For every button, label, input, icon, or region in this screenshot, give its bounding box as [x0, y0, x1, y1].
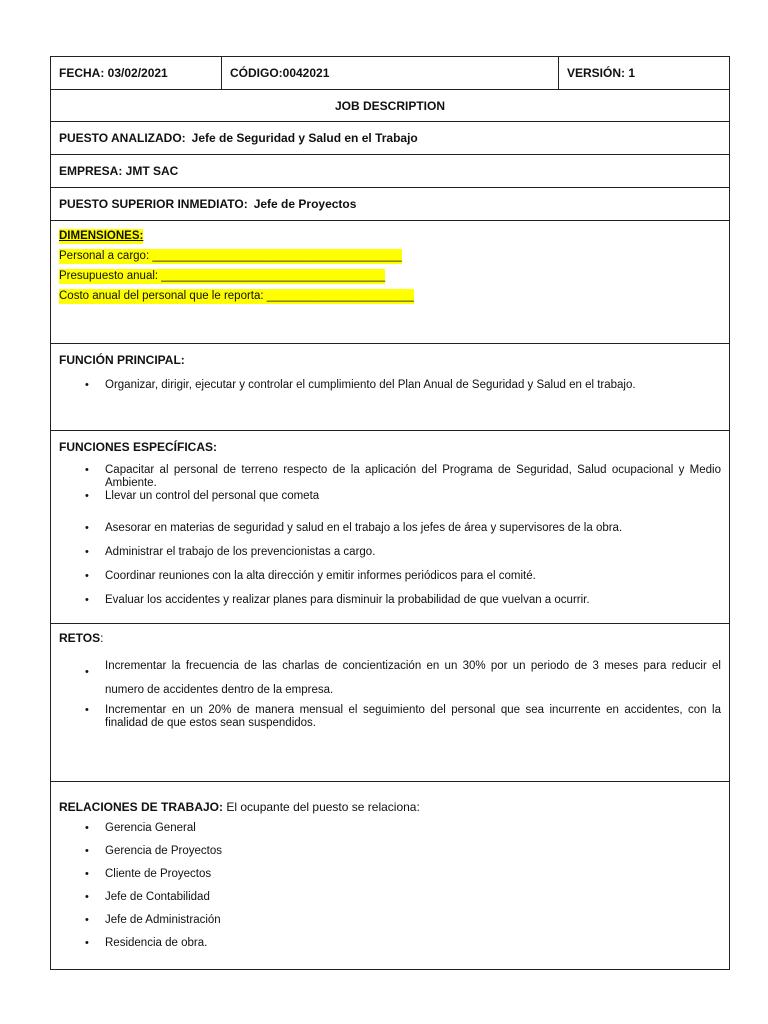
retos-title — [59, 631, 721, 645]
dimensiones-title: DIMENSIONES: — [59, 230, 144, 242]
list-item: • Incrementar en un 20% de manera mensual el seguimiento del personal que sea incurrente en accidentes, con la finalidad de que estos sean suspendidos. — [59, 704, 721, 730]
list-item: • Gerencia de Proyectos — [59, 845, 721, 858]
list-item: • Jefe de Contabilidad — [59, 891, 721, 904]
presupuesto-anual-field: Presupuesto anual: ___________________________________ — [59, 270, 386, 282]
list-item: • Organizar, dirigir, ejecutar y controlar el cumplimiento del Plan Anual de Seguridad y Salud en el trabajo. — [59, 379, 721, 392]
codigo-cell: CÓDIGO:0042021 — [221, 57, 558, 89]
list-item: • Gerencia General — [59, 822, 721, 835]
list-item: • Jefe de Administración — [59, 914, 721, 927]
list-item: • Evaluar los accidentes y realizar planes para disminuir la probabilidad de que vuelvan a ocurrir. — [59, 594, 721, 607]
puesto-analizado-row — [51, 122, 729, 155]
version-cell: VERSIÓN: 1 — [558, 57, 729, 89]
relaciones-title — [59, 800, 721, 814]
puesto-value: Jefe de Seguridad y Salud en el Trabajo — [191, 131, 418, 145]
dimensiones-section — [51, 221, 729, 344]
superior-value: Jefe de Proyectos — [253, 197, 357, 211]
puesto-label: PUESTO ANALIZADO: — [59, 131, 186, 145]
document-title: JOB DESCRIPTION — [51, 90, 729, 122]
relaciones-text: El ocupante del puesto se relaciona: — [223, 800, 420, 814]
relaciones-list — [59, 822, 721, 950]
funcion-principal-title: FUNCIÓN PRINCIPAL: — [59, 353, 185, 367]
personal-a-cargo-field: Personal a cargo: _______________________________________ — [59, 250, 402, 262]
list-item: • Capacitar al personal de terreno respecto de la aplicación del Programa de Seguridad, Salud ocupacional y Medio Ambiente. — [59, 464, 721, 490]
fecha-cell: FECHA: 03/02/2021 — [59, 66, 168, 80]
funciones-especificas-list — [59, 464, 721, 607]
header-row — [51, 57, 729, 90]
empresa-row: EMPRESA: JMT SAC — [51, 155, 729, 188]
puesto-superior-row — [51, 188, 729, 221]
funcion-principal-section — [51, 344, 729, 431]
list-item: • Administrar el trabajo de los prevencionistas a cargo. — [59, 546, 721, 559]
funcion-principal-list — [59, 379, 721, 392]
list-item: • Incrementar la frecuencia de las charlas de concientización en un 30% por un periodo de 3 meses para reducir el numero de accidentes dentro de la empresa. — [59, 654, 721, 702]
costo-anual-field: Costo anual del personal que le reporta: _______________________ — [59, 290, 414, 302]
funciones-especificas-section — [51, 431, 729, 624]
job-description-form — [50, 56, 730, 970]
funciones-especificas-title: FUNCIONES ESPECÍFICAS: — [59, 440, 218, 454]
retos-colon: : — [100, 631, 104, 645]
list-item: • Llevar un control del personal que cometa — [59, 490, 721, 503]
retos-section — [51, 624, 729, 782]
relaciones-label: RELACIONES DE TRABAJO: — [59, 800, 224, 814]
list-item: • Cliente de Proyectos — [59, 868, 721, 881]
list-item: • Asesorar en materias de seguridad y salud en el trabajo a los jefes de área y supervisores de la obra. — [59, 522, 721, 535]
superior-label: PUESTO SUPERIOR INMEDIATO: — [59, 197, 248, 211]
retos-label: RETOS — [59, 631, 101, 645]
relaciones-section — [51, 782, 729, 970]
list-item: • Residencia de obra. — [59, 937, 721, 950]
list-item: • Coordinar reuniones con la alta dirección y emitir informes periódicos para el comité. — [59, 570, 721, 583]
retos-list — [59, 654, 721, 730]
